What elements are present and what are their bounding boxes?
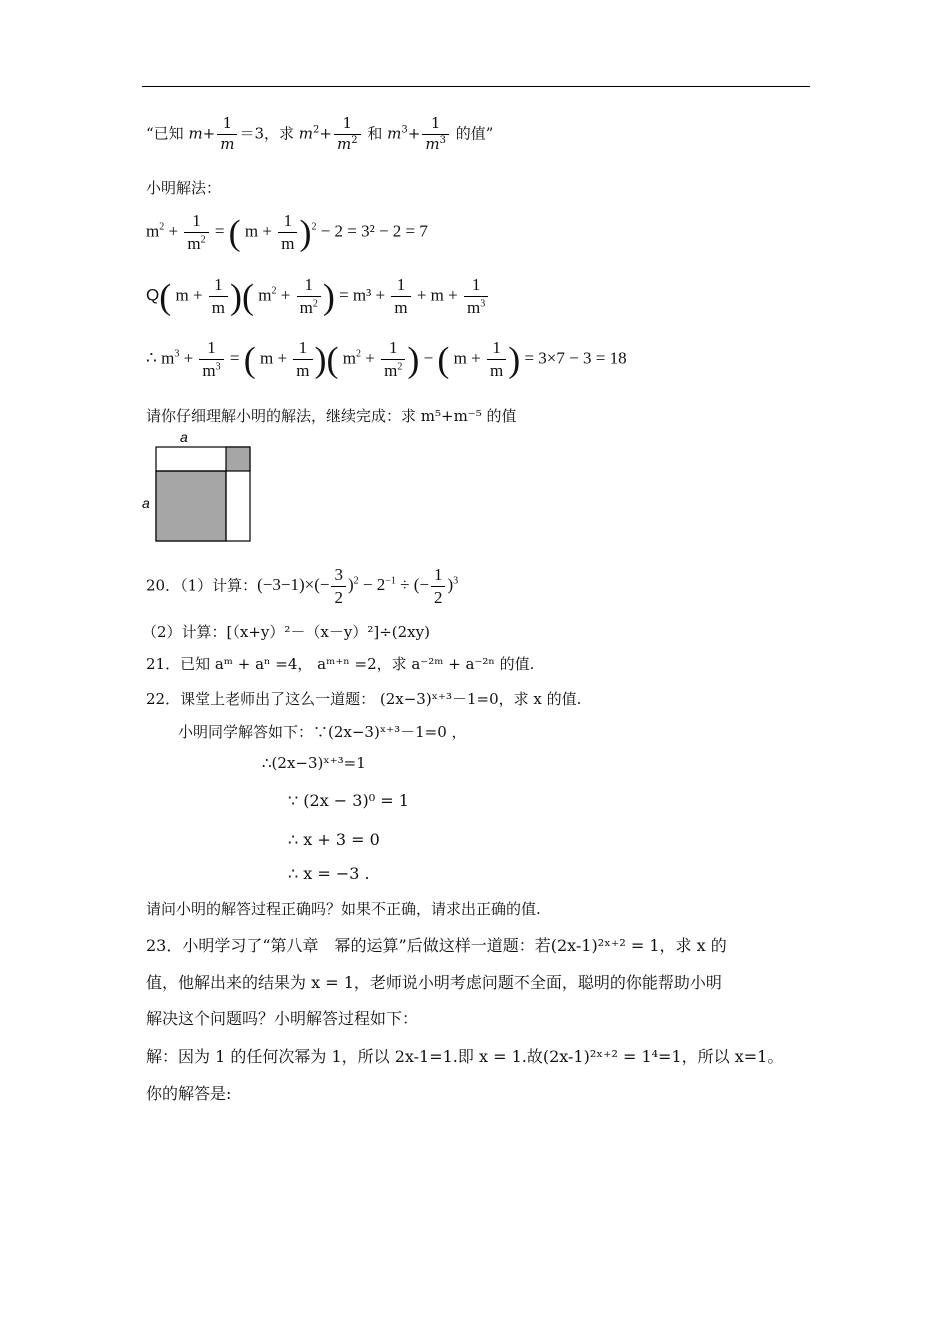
q22-step2: ∵ (2x − 3)⁰ = 1	[288, 791, 409, 810]
small-shaded-square	[226, 447, 250, 471]
q19-step1: $m^2$ + $\frac{1}{m^2}$ = ( m + $\frac{1}{m}$ )$^2$ − 2 = 3² − 2 = 7	[146, 211, 428, 253]
q23-line3: 解决这个问题吗？小明解答过程如下：	[146, 1009, 419, 1028]
q22-stem: 22．课堂上老师出了这么一道题： (2x−3)ˣ⁺³－1=0，求 x 的值.	[146, 690, 582, 708]
q22-student: 小明同学解答如下：∵(2x−3)ˣ⁺³－1=0 ，	[178, 723, 467, 741]
q19-step2: Q( m + $\frac{1}{m}$ )( $m^2$ + $\frac{1}{m^2}$ ) = m³ + $\frac{1}{m}$ + m + $\frac{1}{m^3}$	[146, 276, 490, 317]
figure-top-label: a	[180, 429, 188, 445]
q23-line5: 你的解答是:	[146, 1084, 232, 1103]
q19-intro: “已知 m+ $\frac{1}{m}$ ＝3，求 $m^2+$ $\frac{1}{m^2}$ 和 $m^3+$ $\frac{1}{m^3}$ 的值”	[146, 114, 494, 153]
q23-line2: 值，他解出来的结果为 x = 1，老师说小明考虑问题不全面，聪明的你能帮助小明	[146, 973, 722, 992]
header-rule	[142, 86, 810, 87]
q23-line4: 解：因为 1 的任何次幂为 1，所以 2x-1=1.即 x = 1.故(2x-1)²ˣ⁺² = 1⁴=1，所以 x=1。	[146, 1047, 784, 1066]
q19-method-label: 小明解法：	[146, 179, 222, 197]
q19-step3: ∴ $m^3$ + $\frac{1}{m^3}$ = ( m + $\frac{1}{m}$ )( $m^2$ + $\frac{1}{m^2}$ ) − ( m + $\frac{1}{m}$ ) = 3×7 − 3 = 18	[146, 338, 627, 380]
q22-question: 请问小明的解答过程正确吗？如果不正确，请求出正确的值.	[146, 900, 541, 918]
q19-task: 请你仔细理解小明的解法，继续完成：求 m⁵+m⁻⁵ 的值	[146, 407, 517, 425]
large-shaded-square	[156, 471, 226, 541]
q20-part2: （2）计算：[（x+y）²－（x－y）²]÷(2xy)	[142, 623, 430, 641]
q22-step4: ∴ x = −3 .	[288, 864, 370, 883]
figure-side-label: a	[142, 495, 150, 511]
q22-step3: ∴ x + 3 = 0	[288, 830, 380, 849]
q23-line1: 23．小明学习了“第八章 幂的运算”后做这样一道题：若(2x-1)²ˣ⁺² = 1，求 x 的	[146, 936, 727, 955]
q20-part1: 20．（1）计算：(−3−1)×(− $\frac{3}{2}$ )$^2 - 2^{-1}$ ÷ (− $\frac{1}{2}$ )$^3$	[146, 565, 459, 607]
q21-text: 21．已知 aᵐ + aⁿ =4， aᵐ⁺ⁿ =2，求 a⁻²ᵐ + a⁻²ⁿ 的值.	[146, 655, 535, 673]
q22-step1: ∴(2x−3)ˣ⁺³=1	[262, 754, 366, 772]
square-figure	[138, 428, 258, 550]
